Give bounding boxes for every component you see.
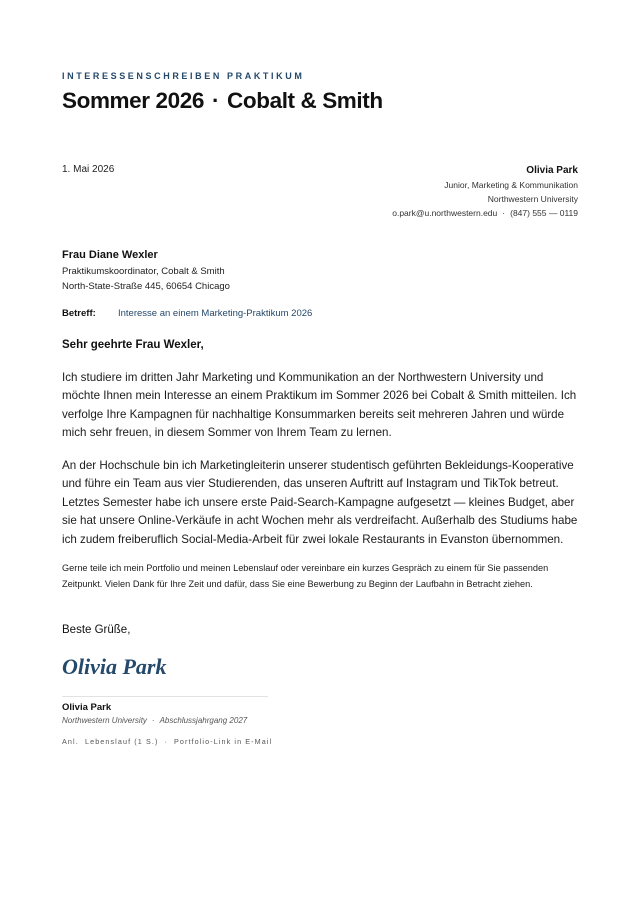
enclosure-separator: · [164, 737, 168, 746]
contact-separator: · [502, 208, 506, 218]
sender-email[interactable]: o.park@u.northwestern.edu [392, 208, 498, 218]
enclosure-resume: Lebenslauf (1 S.) [85, 737, 159, 746]
signature-school: Northwestern University [62, 716, 147, 725]
enclosure-portfolio: Portfolio-Link in E-Mail [173, 737, 273, 746]
body-paragraph-3: Gerne teile ich mein Portfolio und meinen Lebenslauf oder vereinbare ein kurzes Gespräch zu einem für Sie passenden Zeitpunkt. Vielen Dank für Ihre Zeit und dafür, dass Sie eine Bewerbung zu Beginn der Laufbahn in Betracht ziehen. [62, 563, 549, 589]
sender-contact [392, 206, 578, 220]
sender-name: Olivia Park [526, 165, 578, 176]
sender-role: Junior, Marketing & Kommunikation [444, 180, 578, 190]
signature-graduation: Abschlussjahrgang 2027 [159, 716, 248, 725]
document-kicker: INTERESSENSCHREIBEN PRAKTIKUM [62, 71, 305, 81]
sender-phone[interactable]: (847) 555 — 0119 [510, 208, 578, 218]
signature-divider [62, 696, 268, 697]
subject-line [62, 308, 312, 319]
sender-school: Northwestern University [487, 194, 578, 204]
enclosure-line [62, 737, 272, 746]
subject-label: Betreff: [62, 308, 96, 319]
enclosure-label: Anl. [62, 737, 79, 746]
body-paragraph-1: Ich studiere im dritten Jahr Marketing und Kommunikation an der Northwestern University und möchte Ihnen mein Interesse an einem Praktikum im Sommer 2026 bei Cobalt & Smith mitteilen. Ich verfolge Ihre Kampagnen für nachhaltige Konsummarken bereits seit mehreren Jahren und würde mich sehr freuen, in diesem Sommer von Ihrem Team zu lernen. [62, 371, 577, 440]
signature-separator: · [151, 716, 155, 725]
signature-name: Olivia Park [62, 702, 112, 713]
title-company: Cobalt & Smith [227, 88, 383, 113]
recipient-name: Frau Diane Wexler [62, 249, 158, 261]
signature-script: Olivia Park [62, 654, 167, 679]
recipient-block [62, 248, 230, 295]
salutation: Sehr geehrte Frau Wexler, [62, 339, 204, 351]
title-separator: · [211, 88, 220, 113]
closing: Beste Grüße, [62, 624, 131, 636]
page-title [62, 88, 383, 114]
title-season: Sommer 2026 [62, 88, 204, 113]
body-paragraph-2: An der Hochschule bin ich Marketingleiterin unserer studentisch geführten Bekleidungs-Kooperative und führe ein Team aus vier Studierenden, das unseren Auftritt auf Instagram und TikTok betreut. Letztes Semester habe ich unsere erste Paid-Search-Kampagne aufgesetzt — kleines Budget, aber sie hat unsere Online-Verkäufe in acht Wochen mehr als verdreifacht. Außerhalb des Studiums habe ich zudem freiberuflich Social-Media-Arbeit für zwei lokale Restaurants in Evanston übernommen. [62, 459, 578, 546]
subject-text: Interesse an einem Marketing-Praktikum 2026 [118, 308, 313, 319]
recipient-title: Praktikumskoordinator, Cobalt & Smith [62, 265, 225, 277]
sender-block [392, 164, 578, 220]
signature-meta [62, 716, 247, 725]
recipient-address: North-State-Straße 445, 60654 Chicago [62, 281, 230, 292]
letter-date: 1. Mai 2026 [62, 164, 115, 175]
